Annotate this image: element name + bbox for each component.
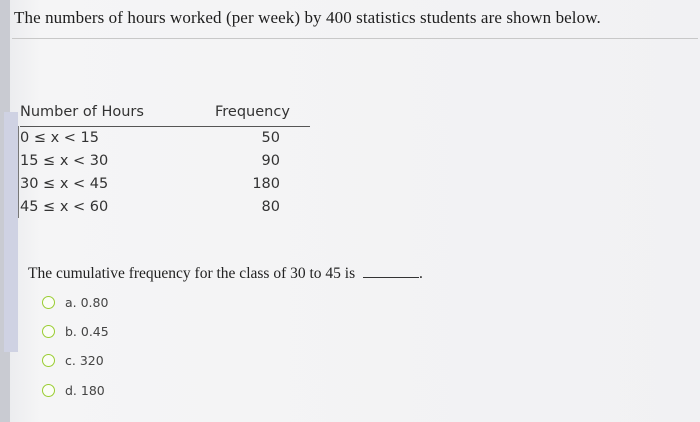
question-divider	[12, 38, 698, 39]
radio-button-icon[interactable]	[42, 325, 55, 338]
option-label[interactable]: b. 0.45	[65, 323, 109, 339]
answer-blank	[363, 265, 419, 278]
table-row	[20, 127, 310, 150]
option-label[interactable]: a. 0.80	[65, 294, 109, 310]
option-c[interactable]	[42, 350, 104, 370]
row-hours: 30 ≤ x < 45	[20, 176, 109, 192]
option-a[interactable]	[42, 292, 108, 312]
radio-button-icon[interactable]	[42, 354, 55, 367]
header-number-of-hours: Number of Hours	[20, 104, 144, 120]
prompt-suffix: .	[419, 265, 423, 282]
table-row	[20, 150, 310, 173]
table-row	[20, 173, 310, 196]
row-hours: 15 ≤ x < 30	[20, 153, 109, 169]
row-frequency: 50	[261, 130, 280, 146]
option-d[interactable]	[42, 380, 105, 400]
radio-button-icon[interactable]	[42, 384, 55, 397]
row-hours: 0 ≤ x < 15	[20, 130, 99, 146]
row-frequency: 80	[261, 199, 280, 215]
option-label[interactable]: c. 320	[65, 352, 104, 368]
table-row	[20, 196, 310, 219]
question-text: The numbers of hours worked (per week) by 400 statistics students are shown below.	[14, 8, 601, 27]
header-frequency: Frequency	[215, 104, 290, 120]
row-hours: 45 ≤ x < 60	[20, 199, 109, 215]
prompt-text: The cumulative frequency for the class of 30 to 45 is	[28, 265, 356, 282]
table-left-border	[18, 126, 19, 218]
table-header	[20, 104, 310, 127]
option-b[interactable]	[42, 321, 109, 341]
radio-button-icon[interactable]	[42, 296, 55, 309]
row-frequency: 90	[261, 153, 280, 169]
row-frequency: 180	[252, 176, 280, 192]
frequency-table	[20, 104, 310, 219]
answer-prompt	[28, 265, 423, 283]
left-accent-bar	[4, 112, 18, 352]
option-label[interactable]: d. 180	[65, 382, 105, 398]
